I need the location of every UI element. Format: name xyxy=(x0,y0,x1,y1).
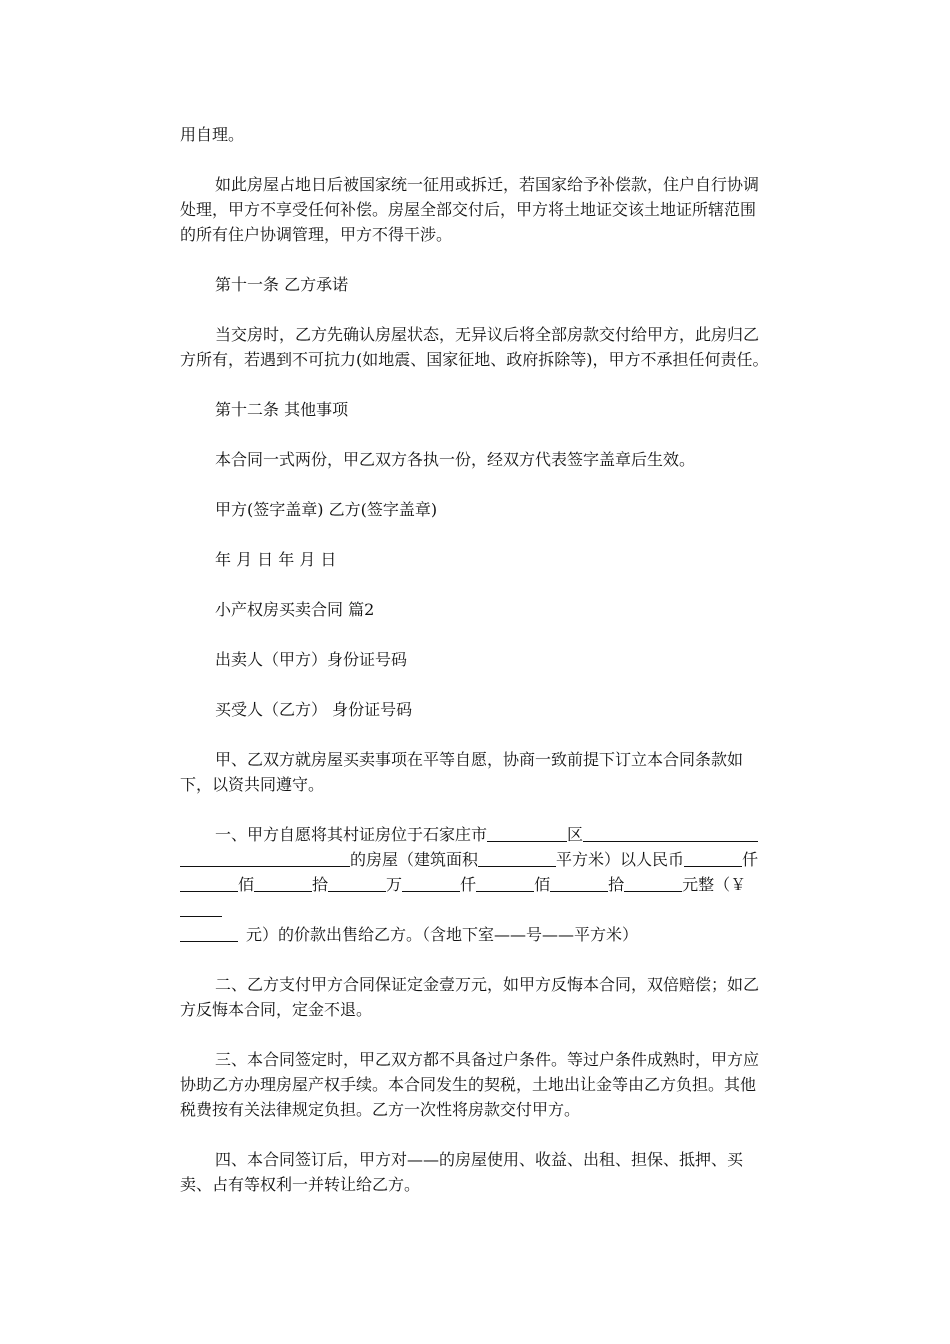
amount-thousands-2-blank xyxy=(402,875,460,892)
district-blank xyxy=(487,825,567,842)
item-1-text-part-11: 拾 xyxy=(608,875,625,894)
location-blank xyxy=(583,825,758,842)
article-11-title: 第十一条 乙方承诺 xyxy=(215,275,349,294)
item-3-transfer-terms: 三、本合同签定时，甲乙双方都不具备过户条件。等过户条件成熟时，甲方应协助乙方办理房屋产权手续。本合同发生的契税，土地出让金等由乙方负担。其他税费按有关法律规定负担。乙方一次性将房款交付甲方。 xyxy=(180,1050,760,1119)
property-blank xyxy=(180,850,350,867)
item-1-text-part-13: 元）的价款出售给乙方。（含地下室——号——平方米） xyxy=(246,925,639,944)
amount-hundreds-blank xyxy=(180,875,238,892)
item-1-text-part-3: 的房屋（建筑面积 xyxy=(350,850,479,869)
item-1-text-part-7: 拾 xyxy=(312,875,329,894)
item-1-text-part-1: 一、甲方自愿将其村证房位于石家庄市 xyxy=(215,825,488,844)
item-2-deposit-terms: 二、乙方支付甲方合同保证定金壹万元，如甲方反悔本合同，双倍赔偿；如乙方反悔本合同，定金不退。 xyxy=(180,975,760,1019)
paragraph-buyer-promise: 当交房时，乙方先确认房屋状态，无异议后将全部房款交付给甲方，此房归乙方所有，若遇到不可抗力(如地震、国家征地、政府拆除等)，甲方不承担任何责任。 xyxy=(180,325,769,369)
item-1-sale-terms xyxy=(180,822,770,947)
amount-units-blank xyxy=(624,875,682,892)
amount-hundreds-2-blank xyxy=(476,875,534,892)
amount-tens-blank xyxy=(254,875,312,892)
item-4-rights-transfer: 四、本合同签订后，甲方对——的房屋使用、收益、出租、担保、抵押、买卖、占有等权利一并转让给乙方。 xyxy=(180,1150,744,1194)
paragraph-land-compensation: 如此房屋占地日后被国家统一征用或拆迁，若国家给予补偿款，住户自行协调处理，甲方不享受任何补偿。房屋全部交付后，甲方将土地证交该土地证所辖范围的所有住户协调管理，甲方不得干涉。 xyxy=(180,175,760,244)
yuan-amount-blank-a xyxy=(180,900,222,917)
amount-tens-2-blank xyxy=(550,875,608,892)
item-1-text-part-4: 平方米）以人民币 xyxy=(556,850,685,869)
date-line: 年 月 日 年 月 日 xyxy=(215,550,337,569)
item-1-text-part-8: 万 xyxy=(386,875,403,894)
amount-ten-thousands-blank xyxy=(328,875,386,892)
paragraph-continuation: 用自理。 xyxy=(180,125,245,144)
yuan-amount-blank-b xyxy=(180,925,238,942)
item-1-text-part-6: 佰 xyxy=(238,875,255,894)
buyer-id-line: 买受人（乙方） 身份证号码 xyxy=(215,700,413,719)
paragraph-agreement-intro: 甲、乙双方就房屋买卖事项在平等自愿，协商一致前提下订立本合同条款如下，以资共同遵守。 xyxy=(180,750,744,794)
contract-section-title: 小产权房买卖合同 篇2 xyxy=(215,600,375,619)
signature-line: 甲方(签字盖章) 乙方(签字盖章) xyxy=(215,500,438,519)
amount-thousands-blank xyxy=(684,850,742,867)
item-1-text-part-2: 区 xyxy=(567,825,584,844)
seller-id-line: 出卖人（甲方）身份证号码 xyxy=(215,650,408,669)
item-1-text-part-5: 仟 xyxy=(742,850,759,869)
item-1-text-part-9: 仟 xyxy=(460,875,477,894)
document-content xyxy=(180,122,770,1222)
item-1-text-part-12: 元整（￥ xyxy=(682,875,747,894)
area-blank xyxy=(478,850,556,867)
article-12-title: 第十二条 其他事项 xyxy=(215,400,349,419)
item-1-text-part-10: 佰 xyxy=(534,875,551,894)
paragraph-copies-effective: 本合同一式两份，甲乙双方各执一份，经双方代表签字盖章后生效。 xyxy=(215,450,696,469)
